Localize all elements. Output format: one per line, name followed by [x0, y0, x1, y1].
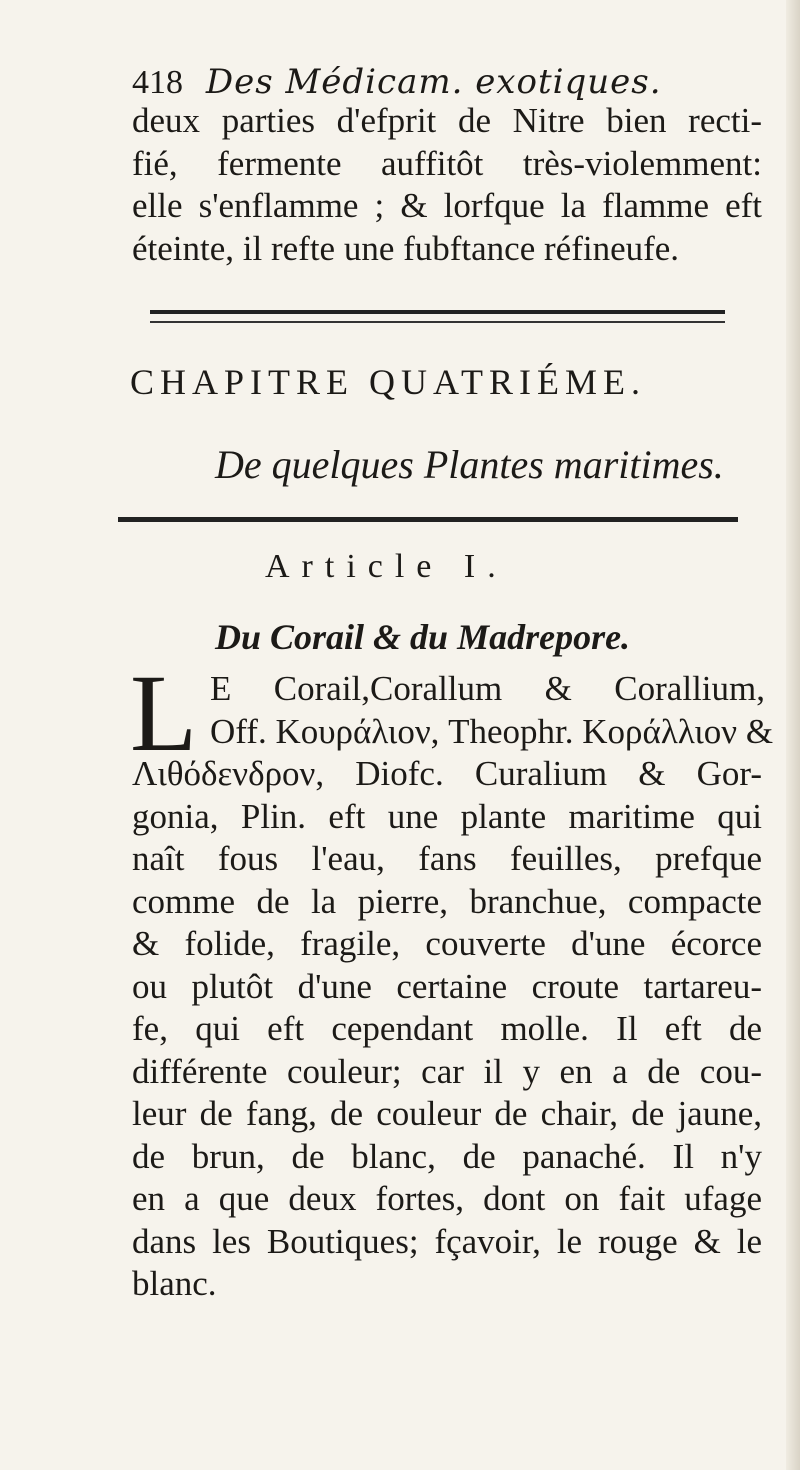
running-head — [132, 62, 752, 102]
text-line: en a que deux fortes, dont on fait ufage — [132, 1179, 762, 1218]
running-title: Des Médicam. exotiques. — [205, 62, 662, 102]
text-line: naît fous l'eau, fans feuilles, prefque — [132, 839, 762, 878]
paragraph-body — [132, 753, 762, 1306]
page-edge — [786, 0, 800, 1470]
page-number: 418 — [132, 64, 183, 101]
text-line: leur de fang, de couleur de chair, de jaune, — [132, 1094, 762, 1133]
drop-cap: L — [130, 652, 198, 774]
text-line: Λιθόδενδρον, Diofc. Curalium & Gor- — [132, 754, 762, 793]
text-line: & folide, fragile, couverte d'une écorce — [132, 924, 762, 963]
text-line: comme de la pierre, branchue, compacte — [132, 881, 762, 921]
text-line: ou plutôt d'une certaine croute tartareu- — [132, 966, 762, 1006]
text-line: fié, fermente auffitôt très-violemment: — [132, 143, 762, 183]
text-line: gonia, Plin. eft une plante maritime qui — [132, 796, 762, 836]
text-line: de brun, de blanc, de panaché. Il n'y — [132, 1136, 762, 1176]
article-heading: Article I. — [265, 548, 508, 585]
text-line: fe, qui eft cependant molle. Il eft de — [132, 1009, 762, 1048]
text-line: Off. Κουράλιον, Theophr. Κοράλλιον & — [210, 711, 774, 751]
ornamental-rule — [118, 517, 738, 522]
text-line: deux parties d'efprit de Nitre bien recti- — [132, 101, 762, 140]
text-line: dans les Boutiques; fçavoir, le rouge & le — [132, 1221, 762, 1261]
chapter-heading: CHAPITRE QUATRIÉME. — [130, 362, 646, 402]
section-title: Du Corail & du Madrepore. — [215, 617, 631, 657]
text-line: différente couleur; car il y en a de cou- — [132, 1051, 762, 1091]
text-line: éteinte, il refte une fubftance réfineufe. — [132, 228, 680, 268]
ornamental-double-rule — [150, 310, 725, 323]
text-line: E Corail,Corallum & Corallium, — [210, 669, 765, 708]
paragraph-continuation — [132, 100, 762, 270]
text-line: blanc. — [132, 1264, 217, 1303]
chapter-subtitle: De quelques Plantes maritimes. — [215, 442, 724, 487]
paragraph-opening — [210, 668, 774, 753]
text-line: elle s'enflamme ; & lorfque la flamme eft — [132, 186, 762, 225]
